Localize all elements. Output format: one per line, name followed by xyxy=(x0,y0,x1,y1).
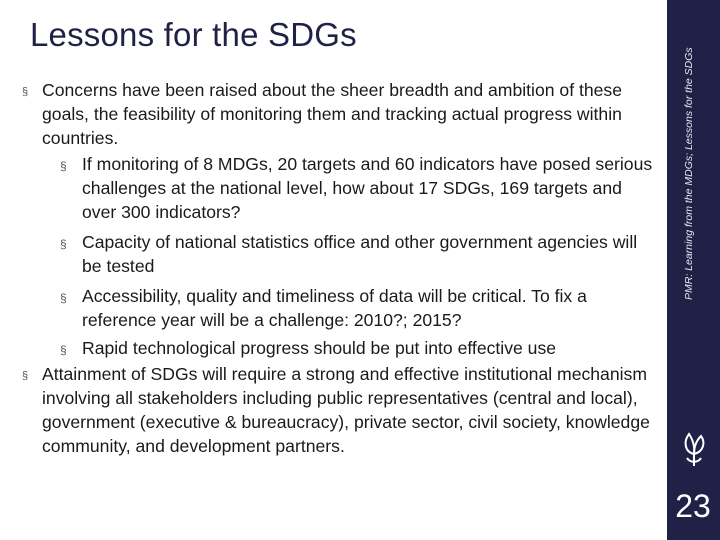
page-number: 23 xyxy=(675,488,711,524)
bullet-marker-icon: § xyxy=(60,159,67,173)
sidebar-caption: PMR: Learning from the MDGs; Lessons for the SDGs xyxy=(683,47,695,300)
leaf-logo-icon xyxy=(679,430,709,468)
sub-bullet-item xyxy=(40,336,660,360)
sidebar-band xyxy=(667,0,720,540)
bullet-item xyxy=(20,362,660,458)
bullet-text: Rapid technological progress should be put into effective use xyxy=(82,338,557,358)
slide-title: Lessons for the SDGs xyxy=(30,16,357,53)
sub-bullet-item xyxy=(40,152,660,224)
bullet-item xyxy=(20,78,660,150)
bullet-marker-icon: § xyxy=(22,86,29,98)
bullet-marker-icon: § xyxy=(22,370,29,382)
bullet-text: Attainment of SDGs will require a strong and effective institutional mechanism involving all stakeholders including public representatives (central and local), government (executive & bureaucracy), private sector, civil society, knowledge community, and development partners. xyxy=(42,364,650,456)
bullet-text: Capacity of national statistics office and other government agencies will be tested xyxy=(82,232,638,276)
bullet-text: Accessibility, quality and timeliness of data will be critical. To fix a reference year will be a challenge: 2010?; 2015? xyxy=(82,286,587,330)
bullet-marker-icon: § xyxy=(60,343,67,357)
sub-bullet-item xyxy=(40,284,660,332)
bullet-text: If monitoring of 8 MDGs, 20 targets and 60 indicators have posed serious challenges at the national level, how about 17 SDGs, 169 targets and over 300 indicators? xyxy=(82,154,653,222)
bullet-text: Concerns have been raised about the sheer breadth and ambition of these goals, the feasibility of monitoring them and tracking actual progress within countries. xyxy=(42,80,623,148)
slide-content xyxy=(20,78,660,458)
bullet-marker-icon: § xyxy=(60,291,67,305)
sub-bullet-item xyxy=(40,230,660,278)
bullet-marker-icon: § xyxy=(60,237,67,251)
